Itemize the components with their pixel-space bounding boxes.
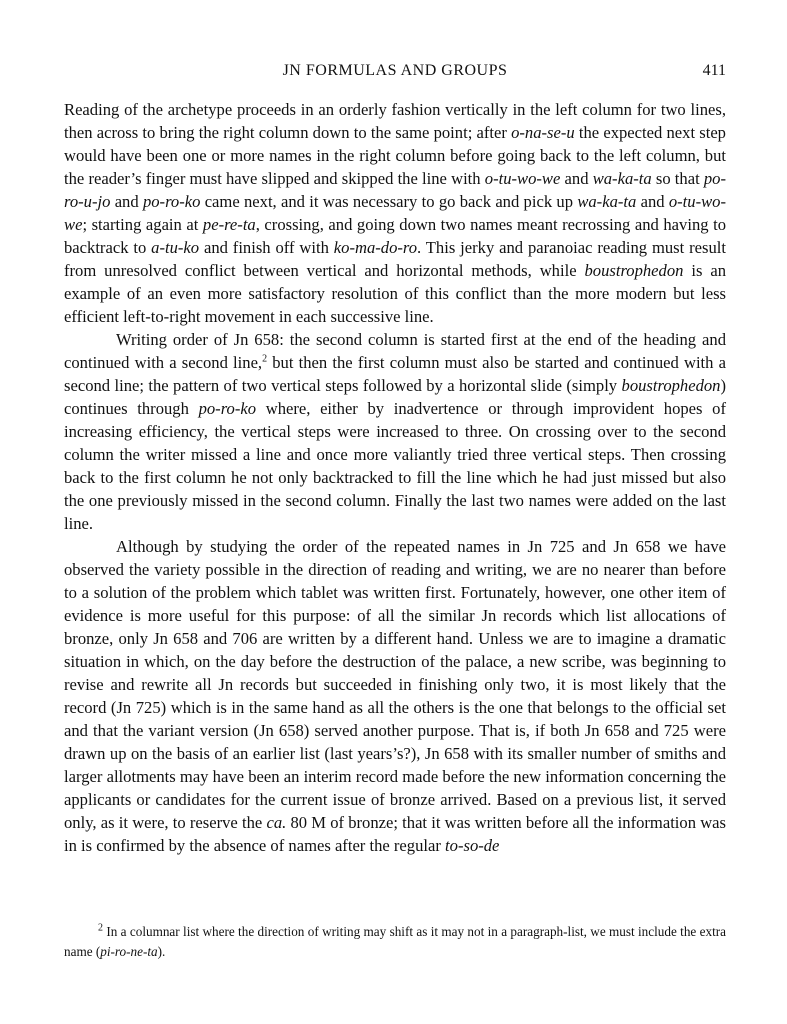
text-run: and finish off with [199,238,334,257]
italic-term: pe-re-ta [202,215,256,234]
text-run: where, either by inadvertence or through improvident hopes of increasing efficiency, the vertical steps were increased to three. On crossing over to the second column the writer missed a line and once more valiantly tried three vertical steps. Then crossing back to the first column he not only backtracked to fill the line which he had just missed but also the one previously missed in the second column. Finally the last two names were added on the last line. [64,399,727,533]
text-run: Although by studying the order of the repeated names in Jn 725 and Jn 658 we have observed the variety possible in the direction of reading and writing, we are no nearer than before to a solution of the problem which tablet was written first. Fortunately, however, one other item of evidence is more useful for this purpose: of all the similar Jn records which list allocations of bronze, only Jn 658 and 706 are written by a different hand. Unless we are to imagine a dramatic situation in which, on the day before the destruction of the palace, a new scribe, was beginning to revise and rewrite all Jn records but succeeded in finishing only two, it is most likely that the record (Jn 725) which is in the same hand as all the others is the one that belongs to the official set and that the variant version (Jn 658) served another purpose. That is, if both Jn 658 and 725 were drawn up on the basis of an earlier list (last years’s?), Jn 658 with its smaller number of smiths and larger allotments may have been an interim record made before the new information concerning the applicants or candidates for the current issue of bronze arrived. Based on a previous list, it served only, as it were, to reserve the [64,537,726,832]
text-run: . This jerky and paranoiac reading must result from unresolved conflict between vertical and horizontal methods, while [64,238,726,280]
footnote-text [64,922,726,962]
italic-term: boustrophedon [584,261,684,280]
running-head [64,62,726,84]
text-run: and [560,169,593,188]
text-run: and [636,192,669,211]
text-run: so that [651,169,704,188]
text-run: Writing order of Jn 658: the second column is started first at the end of the heading and continued with a second line, [64,330,726,372]
italic-term: po-ro-ko [142,192,201,211]
italic-term: o-tu-wo-we [64,192,727,234]
text-run: but then the first column must also be started and continued with a second line; the pattern of two vertical steps followed by a horizontal slide (simply [64,353,726,395]
text-run: 80 M of bronze; that it was written before all the information was in is confirmed by the absence of names after the regular [64,813,727,855]
text-run: ). [157,944,166,959]
text-run: came next, and it was necessary to go back and pick up [200,192,578,211]
italic-term: po-ro-ko [198,399,257,418]
text-run: the expected next step would have been one or more names in the right column before going back to the left column, but the reader’s finger must have slipped and skipped the line with [64,123,726,188]
italic-term: ko-ma-do-ro [333,238,418,257]
italic-term: wa-ka-ta [577,192,637,211]
italic-term: boustrophedon [621,376,721,395]
paragraph-3 [64,535,726,857]
text-run: , crossing, and going down two names meant recrossing and having to backtrack to [64,215,726,257]
italic-term: to-so-de [445,836,500,855]
italic-term: o-tu-wo-we [484,169,561,188]
paragraph-1 [64,98,726,328]
text-run: Reading of the archetype proceeds in an orderly fashion vertically in the left column for two lines, then across to bring the right column down to the same point; after [64,100,726,142]
running-title: JN FORMULAS AND GROUPS [282,62,508,79]
paragraph-2 [64,328,726,535]
footnote [64,922,726,962]
italic-term: wa-ka-ta [592,169,652,188]
text-run: and [110,192,143,211]
text-run: ) continues through [64,376,726,418]
italic-term: pi-ro-ne-ta [100,944,158,959]
italic-term: ca. [266,813,287,832]
footnote-ref: 2 [98,922,103,934]
italic-term: po-ro-u-jo [64,169,726,211]
text-run: is an example of an even more satisfactory resolution of this conflict than the more modern but less efficient left-to-right movement in each successive line. [64,261,726,326]
body-text [64,98,726,857]
text-run: ; starting again at [82,215,203,234]
text-run: In a columnar list where the direction of writing may shift as it may not in a paragraph-list, we must include the extra name ( [64,924,726,959]
footnote-ref: 2 [262,353,268,365]
italic-term: a-tu-ko [151,238,200,257]
page-number: 411 [702,62,726,79]
italic-term: o-na-se-u [511,123,575,142]
